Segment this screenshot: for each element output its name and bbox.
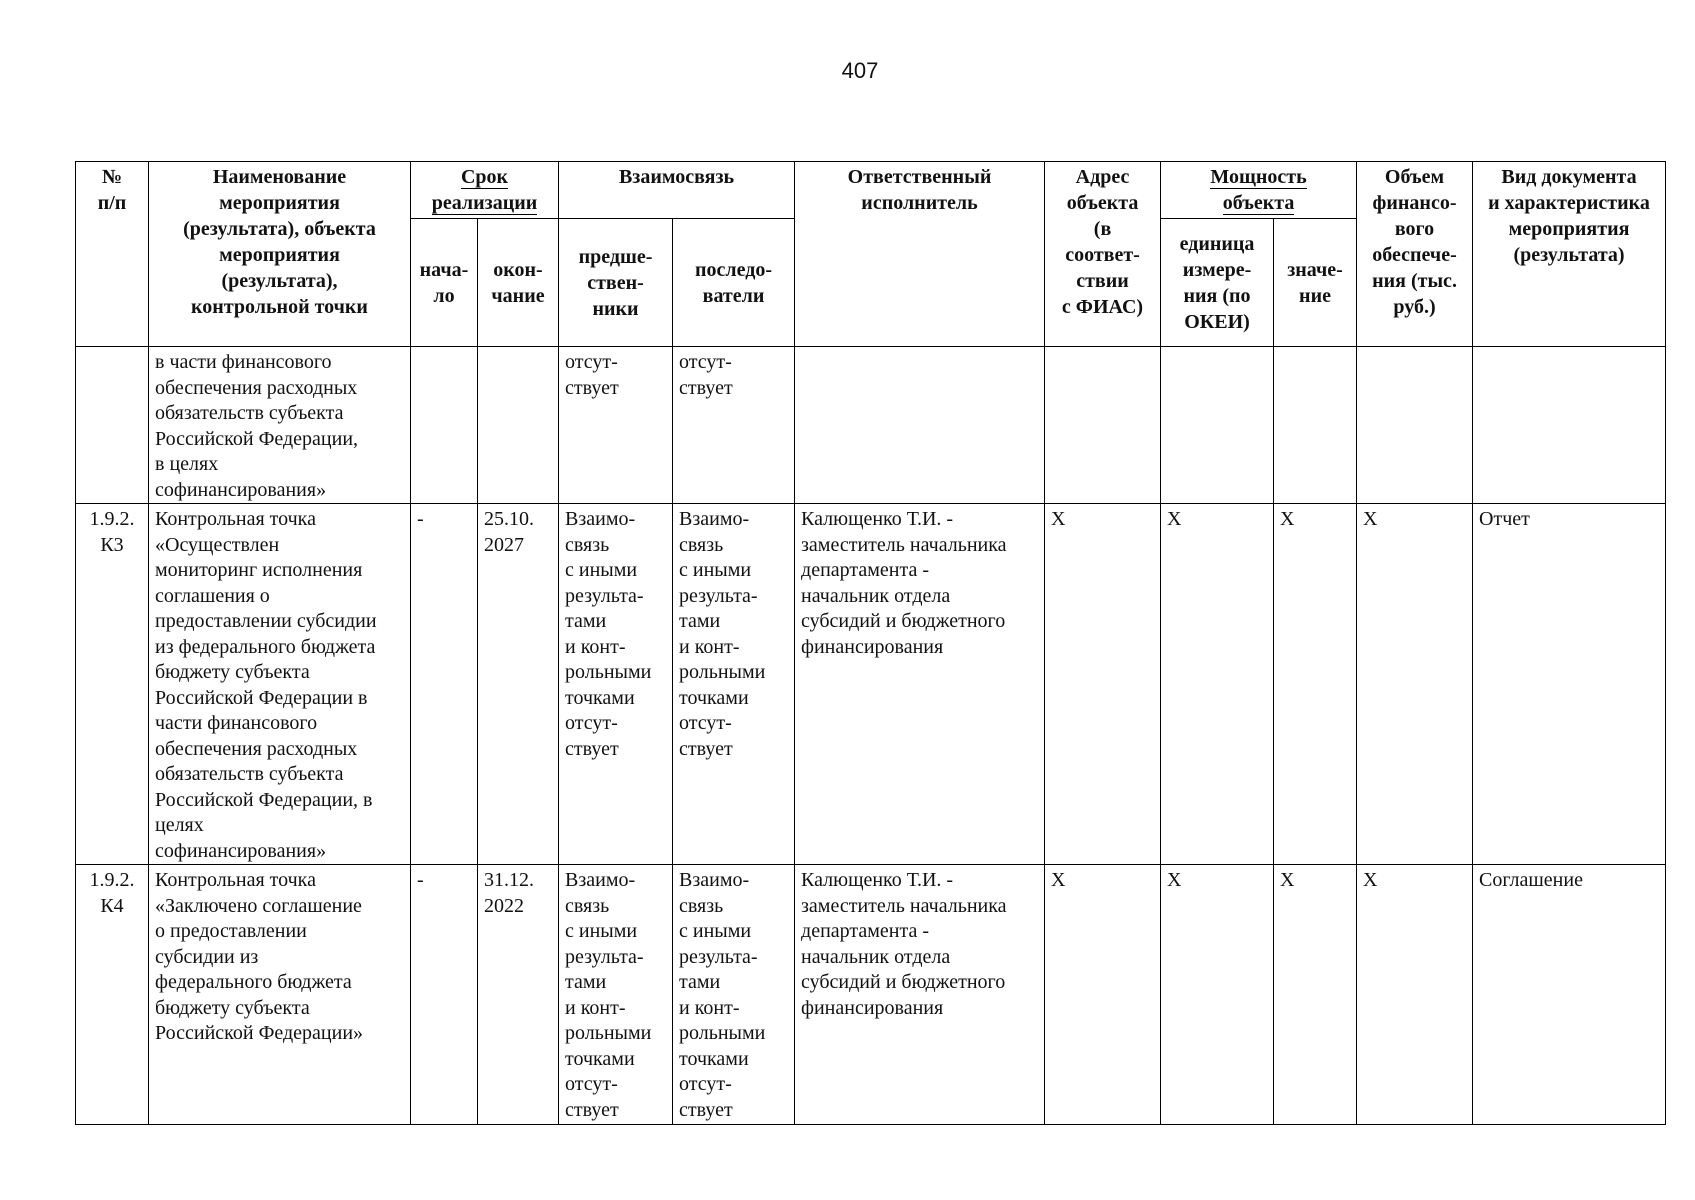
- header-period-end: окон- чание: [478, 219, 559, 347]
- row-num: 1.9.2. К4: [76, 865, 149, 1125]
- row-responsible: Калющенко Т.И. - заместитель начальника департамента - начальник отдела субсидий и бюджетного финансирования: [795, 865, 1045, 1125]
- row-successors: Взаимо- связь с иными результа- тами и конт- рольными точками отсут- ствует: [673, 865, 795, 1125]
- row-doc: [1473, 347, 1666, 504]
- row-predecessors: отсут- ствует: [559, 347, 673, 504]
- header-num: № п/п: [76, 162, 149, 347]
- row-unit: X: [1161, 504, 1274, 865]
- row-financing: X: [1357, 504, 1473, 865]
- page-number: 407: [841, 58, 879, 83]
- row-num: 1.9.2. К3: [76, 504, 149, 865]
- row-start: -: [411, 865, 478, 1125]
- row-end: [478, 347, 559, 504]
- row-address: X: [1045, 865, 1161, 1125]
- header-financing: Объем финансо- вого обеспече- ния (тыс. руб.): [1357, 162, 1473, 347]
- header-relation: Взаимосвязь: [559, 162, 795, 219]
- row-unit: [1161, 347, 1274, 504]
- row-address: X: [1045, 504, 1161, 865]
- header-capacity-unit: единица измере- ния (по ОКЕИ): [1161, 219, 1274, 347]
- row-predecessors: Взаимо- связь с иными результа- тами и конт- рольными точками отсут- ствует: [559, 504, 673, 865]
- row-address: [1045, 347, 1161, 504]
- table-header: [76, 162, 1666, 347]
- row-successors: Взаимо- связь с иными результа- тами и конт- рольными точками отсут- ствует: [673, 504, 795, 865]
- row-doc: Отчет: [1473, 504, 1666, 865]
- row-name: Контрольная точка «Осуществлен мониторинг исполнения соглашения о предоставлении субсидии из федерального бюджета бюджету субъекта Российской Федерации в части финансового обеспечения расходных обязательств субъекта Российской Федерации, в целях софинансирования»: [149, 504, 411, 865]
- row-unit: X: [1161, 865, 1274, 1125]
- header-period-start: нача- ло: [411, 219, 478, 347]
- row-num: [76, 347, 149, 504]
- row-predecessors: Взаимо- связь с иными результа- тами и конт- рольными точками отсут- ствует: [559, 865, 673, 1125]
- row-end: 31.12. 2022: [478, 865, 559, 1125]
- header-capacity: Мощность объекта: [1161, 162, 1357, 219]
- table-row: [76, 504, 1666, 865]
- table-row: [76, 347, 1666, 504]
- row-name: Контрольная точка «Заключено соглашение о предоставлении субсидии из федерального бюджета бюджету субъекта Российской Федерации»: [149, 865, 411, 1125]
- row-doc: Соглашение: [1473, 865, 1666, 1125]
- row-value: [1274, 347, 1357, 504]
- table-body: [76, 347, 1666, 1125]
- header-period: Срок реализации: [411, 162, 559, 219]
- header-address: Адрес объекта (в соответ- ствии с ФИАС): [1045, 162, 1161, 347]
- row-start: -: [411, 504, 478, 865]
- row-successors: отсут- ствует: [673, 347, 795, 504]
- row-responsible: [795, 347, 1045, 504]
- row-financing: X: [1357, 865, 1473, 1125]
- header-doc-type: Вид документа и характеристика мероприятия (результата): [1473, 162, 1666, 347]
- activities-table: [75, 161, 1666, 1125]
- header-name: Наименование мероприятия (результата), объекта мероприятия (результата), контрольной точки: [149, 162, 411, 347]
- row-value: X: [1274, 865, 1357, 1125]
- header-predecessors: предше- ствен- ники: [559, 219, 673, 347]
- row-start: [411, 347, 478, 504]
- row-name: в части финансового обеспечения расходных обязательств субъекта Российской Федерации, в целях софинансирования»: [149, 347, 411, 504]
- header-successors: последо- ватели: [673, 219, 795, 347]
- table-row: [76, 865, 1666, 1125]
- header-capacity-value: значе- ние: [1274, 219, 1357, 347]
- row-responsible: Калющенко Т.И. - заместитель начальника департамента - начальник отдела субсидий и бюджетного финансирования: [795, 504, 1045, 865]
- header-responsible: Ответственный исполнитель: [795, 162, 1045, 347]
- row-end: 25.10. 2027: [478, 504, 559, 865]
- row-value: X: [1274, 504, 1357, 865]
- row-financing: [1357, 347, 1473, 504]
